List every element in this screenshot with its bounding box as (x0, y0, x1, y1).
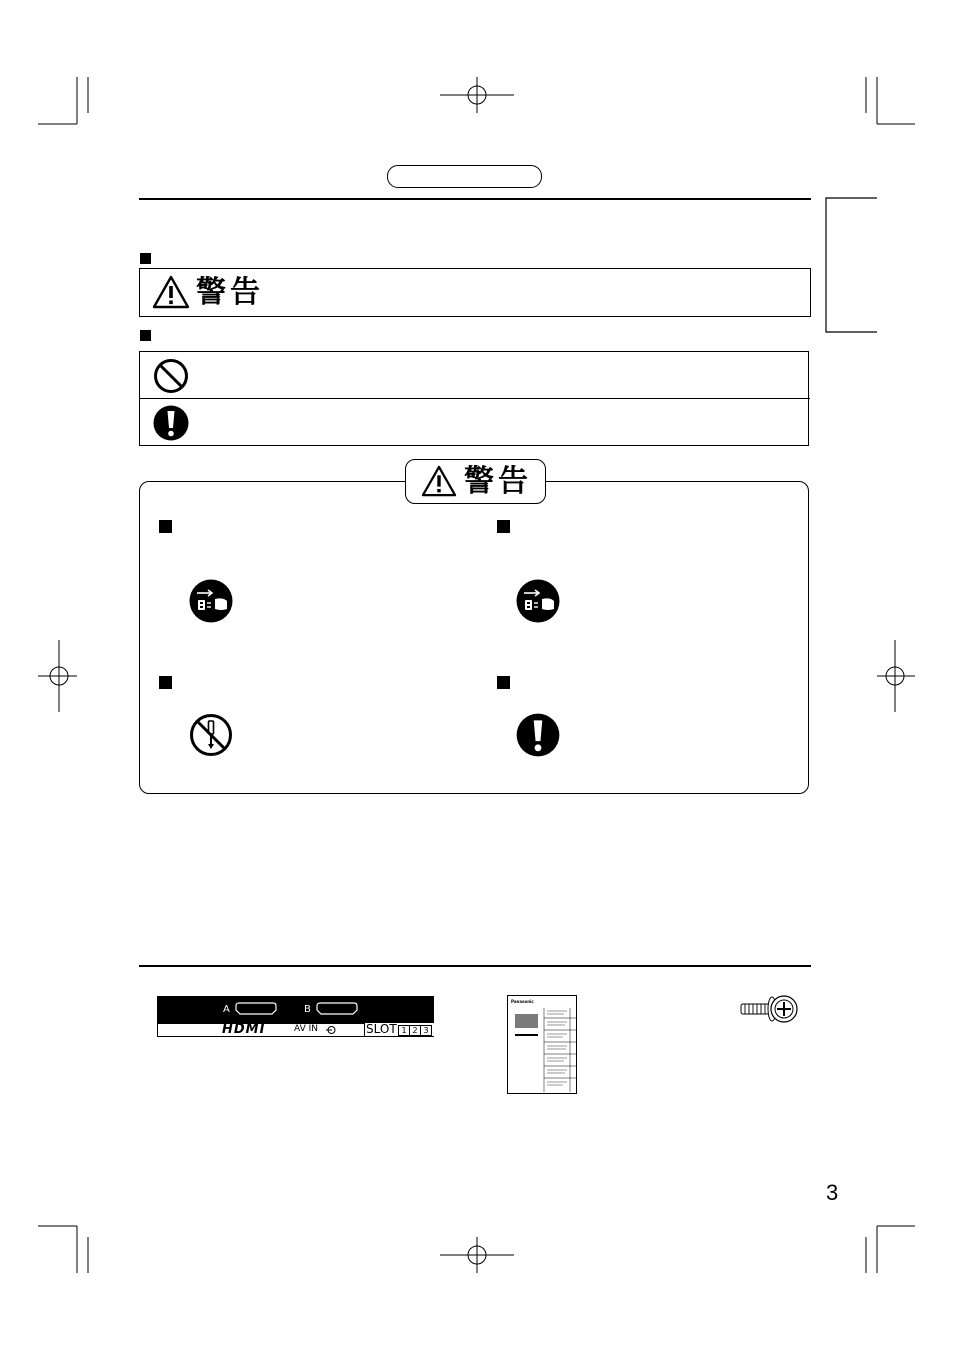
header-rule (139, 198, 811, 200)
input-icon (326, 1025, 336, 1035)
warning-label: 警告 (196, 275, 264, 310)
bullet-square (497, 676, 510, 689)
bullet-square (159, 676, 172, 689)
warning-triangle-icon (421, 465, 457, 497)
warning-panel-label: 警告 (464, 464, 532, 499)
manual-brand: Panasonic (511, 999, 534, 1004)
hdmi-port-icon (235, 1002, 277, 1015)
bullet-square (159, 520, 172, 533)
warning-triangle-icon (152, 275, 190, 309)
hdmi-port-icon (316, 1002, 358, 1015)
accessories-rule (139, 965, 811, 967)
bullet-square (140, 330, 151, 341)
warning-panel (139, 481, 809, 794)
section-header-pill (387, 165, 542, 188)
slot-number: 2 (409, 1025, 421, 1036)
bullet-square (140, 253, 151, 264)
connector-panel (157, 996, 434, 1037)
manual-booklet (507, 995, 577, 1094)
slot-number: 1 (398, 1025, 410, 1036)
symbol-legend-divider (139, 398, 810, 399)
av-in-label: AV IN (294, 1024, 318, 1034)
mandatory-icon (153, 405, 189, 441)
slot-number: 3 (420, 1025, 432, 1036)
unplug-icon (189, 579, 233, 623)
port-a-label: A (223, 1004, 230, 1015)
slot-label: SLOT (366, 1022, 397, 1036)
bullet-square (497, 520, 510, 533)
unplug-icon (516, 579, 560, 623)
mandatory-icon (516, 713, 560, 757)
page-number: 3 (826, 1180, 839, 1205)
port-b-label: B (304, 1004, 311, 1015)
hdmi-logo: HDMI (222, 1022, 266, 1037)
screw-icon (739, 992, 799, 1026)
manual-cover-block (515, 1014, 538, 1028)
prohibited-icon (153, 358, 189, 394)
manual-index-lines (544, 1008, 576, 1092)
side-tab (826, 198, 878, 332)
do-not-disassemble-icon (189, 713, 233, 757)
